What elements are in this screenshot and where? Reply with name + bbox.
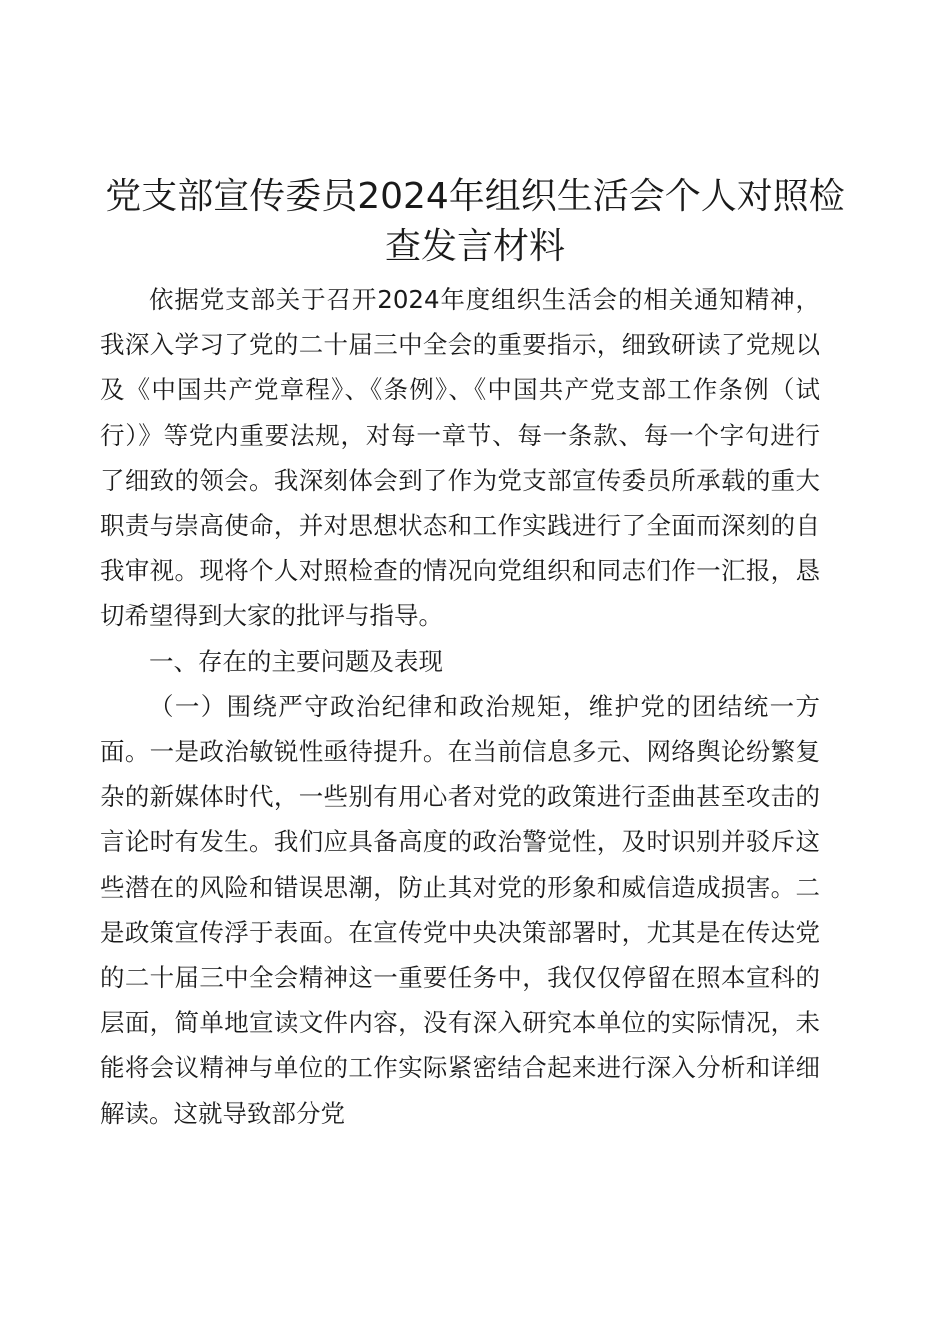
intro-paragraph: 依据党支部关于召开2024年度组织生活会的相关通知精神，我深入学习了党的二十届三中全会的重要指示，细致研读了党规以及《中国共产党章程》、《条例》、《中国共产党支部工作条例（试行）》等党内重要法规，对每一章节、每一条款、每一个字句进行了细致的领会。我深刻体会到了作为党支部宣传委员所承载的重大职责与崇高使命，并对思想状态和工作实践进行了全面而深刻的自我审视。现将个人对照检查的情况向党组织和同志们作一汇报，恳切希望得到大家的批评与指导。 bbox=[100, 285, 820, 631]
document-title: 党支部宣传委员2024年组织生活会个人对照检查发言材料 bbox=[105, 176, 845, 267]
document-body bbox=[100, 277, 820, 1136]
section-paragraph: （一）围绕严守政治纪律和政治规矩，维护党的团结统一方面。一是政治敏锐性亟待提升。在当前信息多元、网络舆论纷繁复杂的新媒体时代，一些别有用心者对党的政策进行歪曲甚至攻击的言论时有发生。我们应具备高度的政治警觉性，及时识别并驳斥这些潜在的风险和错误思潮，防止其对党的形象和威信造成损害。二是政策宣传浮于表面。在宣传党中央决策部署时，尤其是在传达党的二十届三中全会精神这一重要任务中，我仅仅停留在照本宣科的层面，简单地宣读文件内容，没有深入研究本单位的实际情况，未能将会议精神与单位的工作实际紧密结合起来进行深入分析和详细解读。这就导致部分党 bbox=[100, 691, 820, 1128]
section-heading: 一、存在的主要问题及表现 bbox=[149, 646, 443, 676]
